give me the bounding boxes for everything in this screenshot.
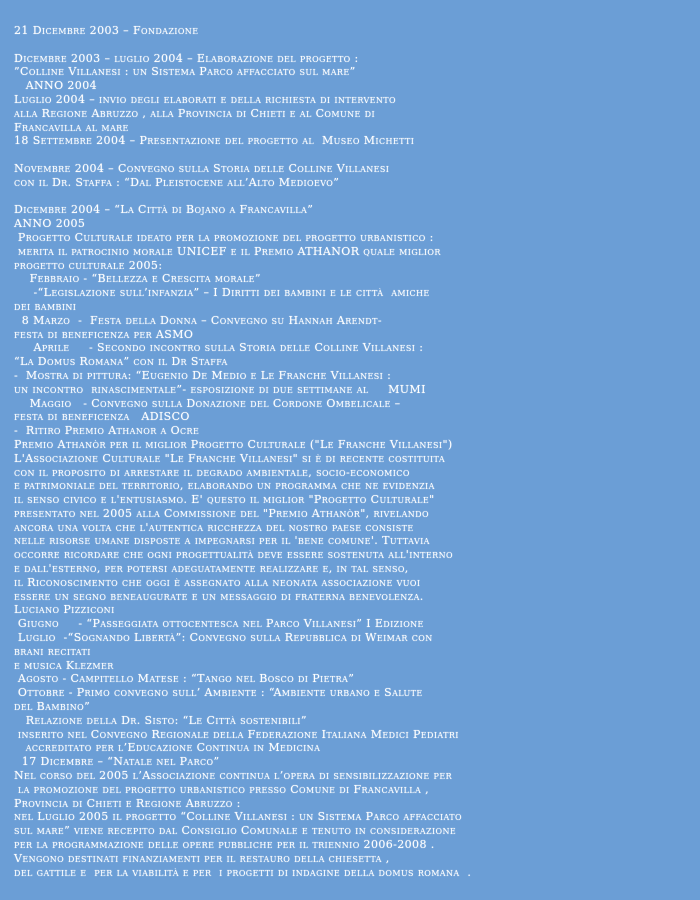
- text-line: presentato nel 2005 alla Commissione del "Premio Athanòr", rivelando: [14, 506, 429, 520]
- text-line: occorre ricordare che ogni progettualità deve essere sostenuta all'interno: [14, 548, 453, 562]
- text-line: Giugno - “Passeggiata ottocentesca nel Parco Villanesi” I Edizione: [14, 617, 424, 631]
- text-line: Vengono destinati finanziamenti per il restauro della chiesetta ,: [14, 851, 390, 865]
- text-line: Luciano Pizziconi: [14, 603, 115, 617]
- text-line: ancora una volta che l'autentica ricchezza del nostro paese consiste: [14, 520, 414, 534]
- text-line: sul mare” viene recepito dal Consiglio Comunale e tenuto in considerazione: [14, 824, 457, 838]
- text-line: e patrimoniale del territorio, elaborando un programma che ne evidenzia: [14, 479, 435, 493]
- text-line: del Bambino”: [14, 700, 91, 714]
- text-line: 18 Settembre 2004 – Presentazione del progetto al Museo Michetti: [14, 134, 415, 148]
- text-line: un incontro rinascimentale”- esposizione di due settimane al MUMI: [14, 382, 426, 396]
- text-line: per la programmazione delle opere pubbliche per il triennio 2006-2008 .: [14, 838, 435, 852]
- timeline-content: [14, 24, 688, 879]
- text-line: il Riconoscimento che oggi è assegnato alla neonata associazione vuoi: [14, 575, 421, 589]
- text-line: brani recitati: [14, 644, 91, 658]
- section-spacer: [14, 190, 688, 204]
- text-line: dei bambini: [14, 299, 77, 313]
- text-line: Francavilla al mare: [14, 120, 129, 134]
- text-line: ”Colline Villanesi : un Sistema Parco affacciato sul mare”: [14, 65, 356, 79]
- text-line: Agosto - Campitello Matese : “Tango nel Bosco di Pietra”: [14, 672, 355, 686]
- text-line: del gattile e per la viabilità e per i progetti di indagine della domus romana .: [14, 865, 472, 879]
- text-line: il senso civico e l'entusiasmo. E' questo il miglior "Progetto Culturale": [14, 493, 435, 507]
- text-line: la promozione del progetto urbanistico presso Comune di Francavilla ,: [14, 782, 429, 796]
- text-line: Aprile - Secondo incontro sulla Storia delle Colline Villanesi :: [14, 341, 424, 355]
- text-line: Ottobre - Primo convegno sull’ Ambiente : “Ambiente urbano e Salute: [14, 686, 423, 700]
- text-line: Relazione della Dr. Sisto: “Le Città sostenibili”: [14, 713, 307, 727]
- text-line: Progetto Culturale ideato per la promozione del progetto urbanistico :: [14, 230, 434, 244]
- text-line: -“Legislazione sull’infanzia” – I Diritti dei bambini e le città amiche: [14, 286, 430, 300]
- text-line: e dall'esterno, per potersi adeguatamente realizzare e, in tal senso,: [14, 562, 409, 576]
- text-line: nelle risorse umane disposte a impegnarsi per il 'bene comune'. Tuttavia: [14, 534, 430, 548]
- text-line: essere un segno beneaugurate e un messaggio di fraterna benevolenza.: [14, 589, 424, 603]
- text-line: con il proposito di arrestare il degrado ambientale, socio-economico: [14, 465, 410, 479]
- text-line: Novembre 2004 – Convegno sulla Storia delle Colline Villanesi: [14, 161, 390, 175]
- text-line: ANNO 2005: [14, 217, 86, 231]
- timeline-section: [14, 203, 688, 879]
- text-line: accreditato per l’Educazione Continua in Medicina: [14, 741, 321, 755]
- timeline-section: [14, 24, 688, 38]
- text-line: merita il patrocinio morale UNICEF e il Premio ATHANOR quale miglior: [14, 244, 441, 258]
- text-line: “La Domus Romana” con il Dr Staffa: [14, 355, 228, 369]
- text-line: - Ritiro Premio Athanor a Ocre: [14, 424, 200, 438]
- text-line: Luglio 2004 – invio degli elaborati e della richiesta di intervento: [14, 92, 396, 106]
- text-line: Provincia di Chieti e Regione Abruzzo :: [14, 796, 241, 810]
- text-line: inserito nel Convegno Regionale della Federazione Italiana Medici Pediatri: [14, 727, 459, 741]
- text-line: Nel corso del 2005 l’Associazione continua l’opera di sensibilizzazione per: [14, 769, 453, 783]
- text-line: progetto culturale 2005:: [14, 258, 163, 272]
- text-line: Dicembre 2003 – luglio 2004 – Elaborazione del progetto :: [14, 51, 359, 65]
- text-line: - Mostra di pittura: “Eugenio De Medio e Le Franche Villanesi :: [14, 368, 392, 382]
- text-line: L'Associazione Culturale "Le Franche Villanesi" si è di recente costituita: [14, 451, 445, 465]
- text-line: alla Regione Abruzzo , alla Provincia di Chieti e al Comune di: [14, 106, 376, 120]
- text-line: con il Dr. Staffa : “Dal Pleistocene all’Alto Medioevo”: [14, 175, 340, 189]
- timeline-section: [14, 162, 688, 190]
- text-line: Dicembre 2004 – “La Città di Bojano a Francavilla”: [14, 203, 314, 217]
- text-line: e musica Klezmer: [14, 658, 114, 672]
- text-line: 17 Dicembre – “Natale nel Parco”: [14, 755, 220, 769]
- text-line: 8 Marzo - Festa della Donna – Convegno su Hannah Arendt-: [14, 313, 382, 327]
- section-spacer: [14, 148, 688, 162]
- timeline-section: [14, 52, 688, 149]
- text-line: festa di beneficenza ADISCO: [14, 410, 190, 424]
- section-spacer: [14, 38, 688, 52]
- text-line: 21 Dicembre 2003 – Fondazione: [14, 24, 199, 37]
- text-line: ANNO 2004: [14, 79, 97, 93]
- text-line: Maggio - Convegno sulla Donazione del Cordone Ombelicale –: [14, 396, 401, 410]
- text-line: festa di beneficenza per ASMO: [14, 327, 194, 341]
- text-line: Luglio -“Sognando Libertà”: Convegno sulla Repubblica di Weimar con: [14, 631, 433, 645]
- text-line: Febbraio - “Bellezza e Crescita morale”: [14, 272, 261, 286]
- text-line: Premio Athanòr per il miglior Progetto Culturale ("Le Franche Villanesi"): [14, 437, 453, 451]
- text-line: nel Luglio 2005 il progetto “Colline Villanesi : un Sistema Parco affacciato: [14, 810, 462, 824]
